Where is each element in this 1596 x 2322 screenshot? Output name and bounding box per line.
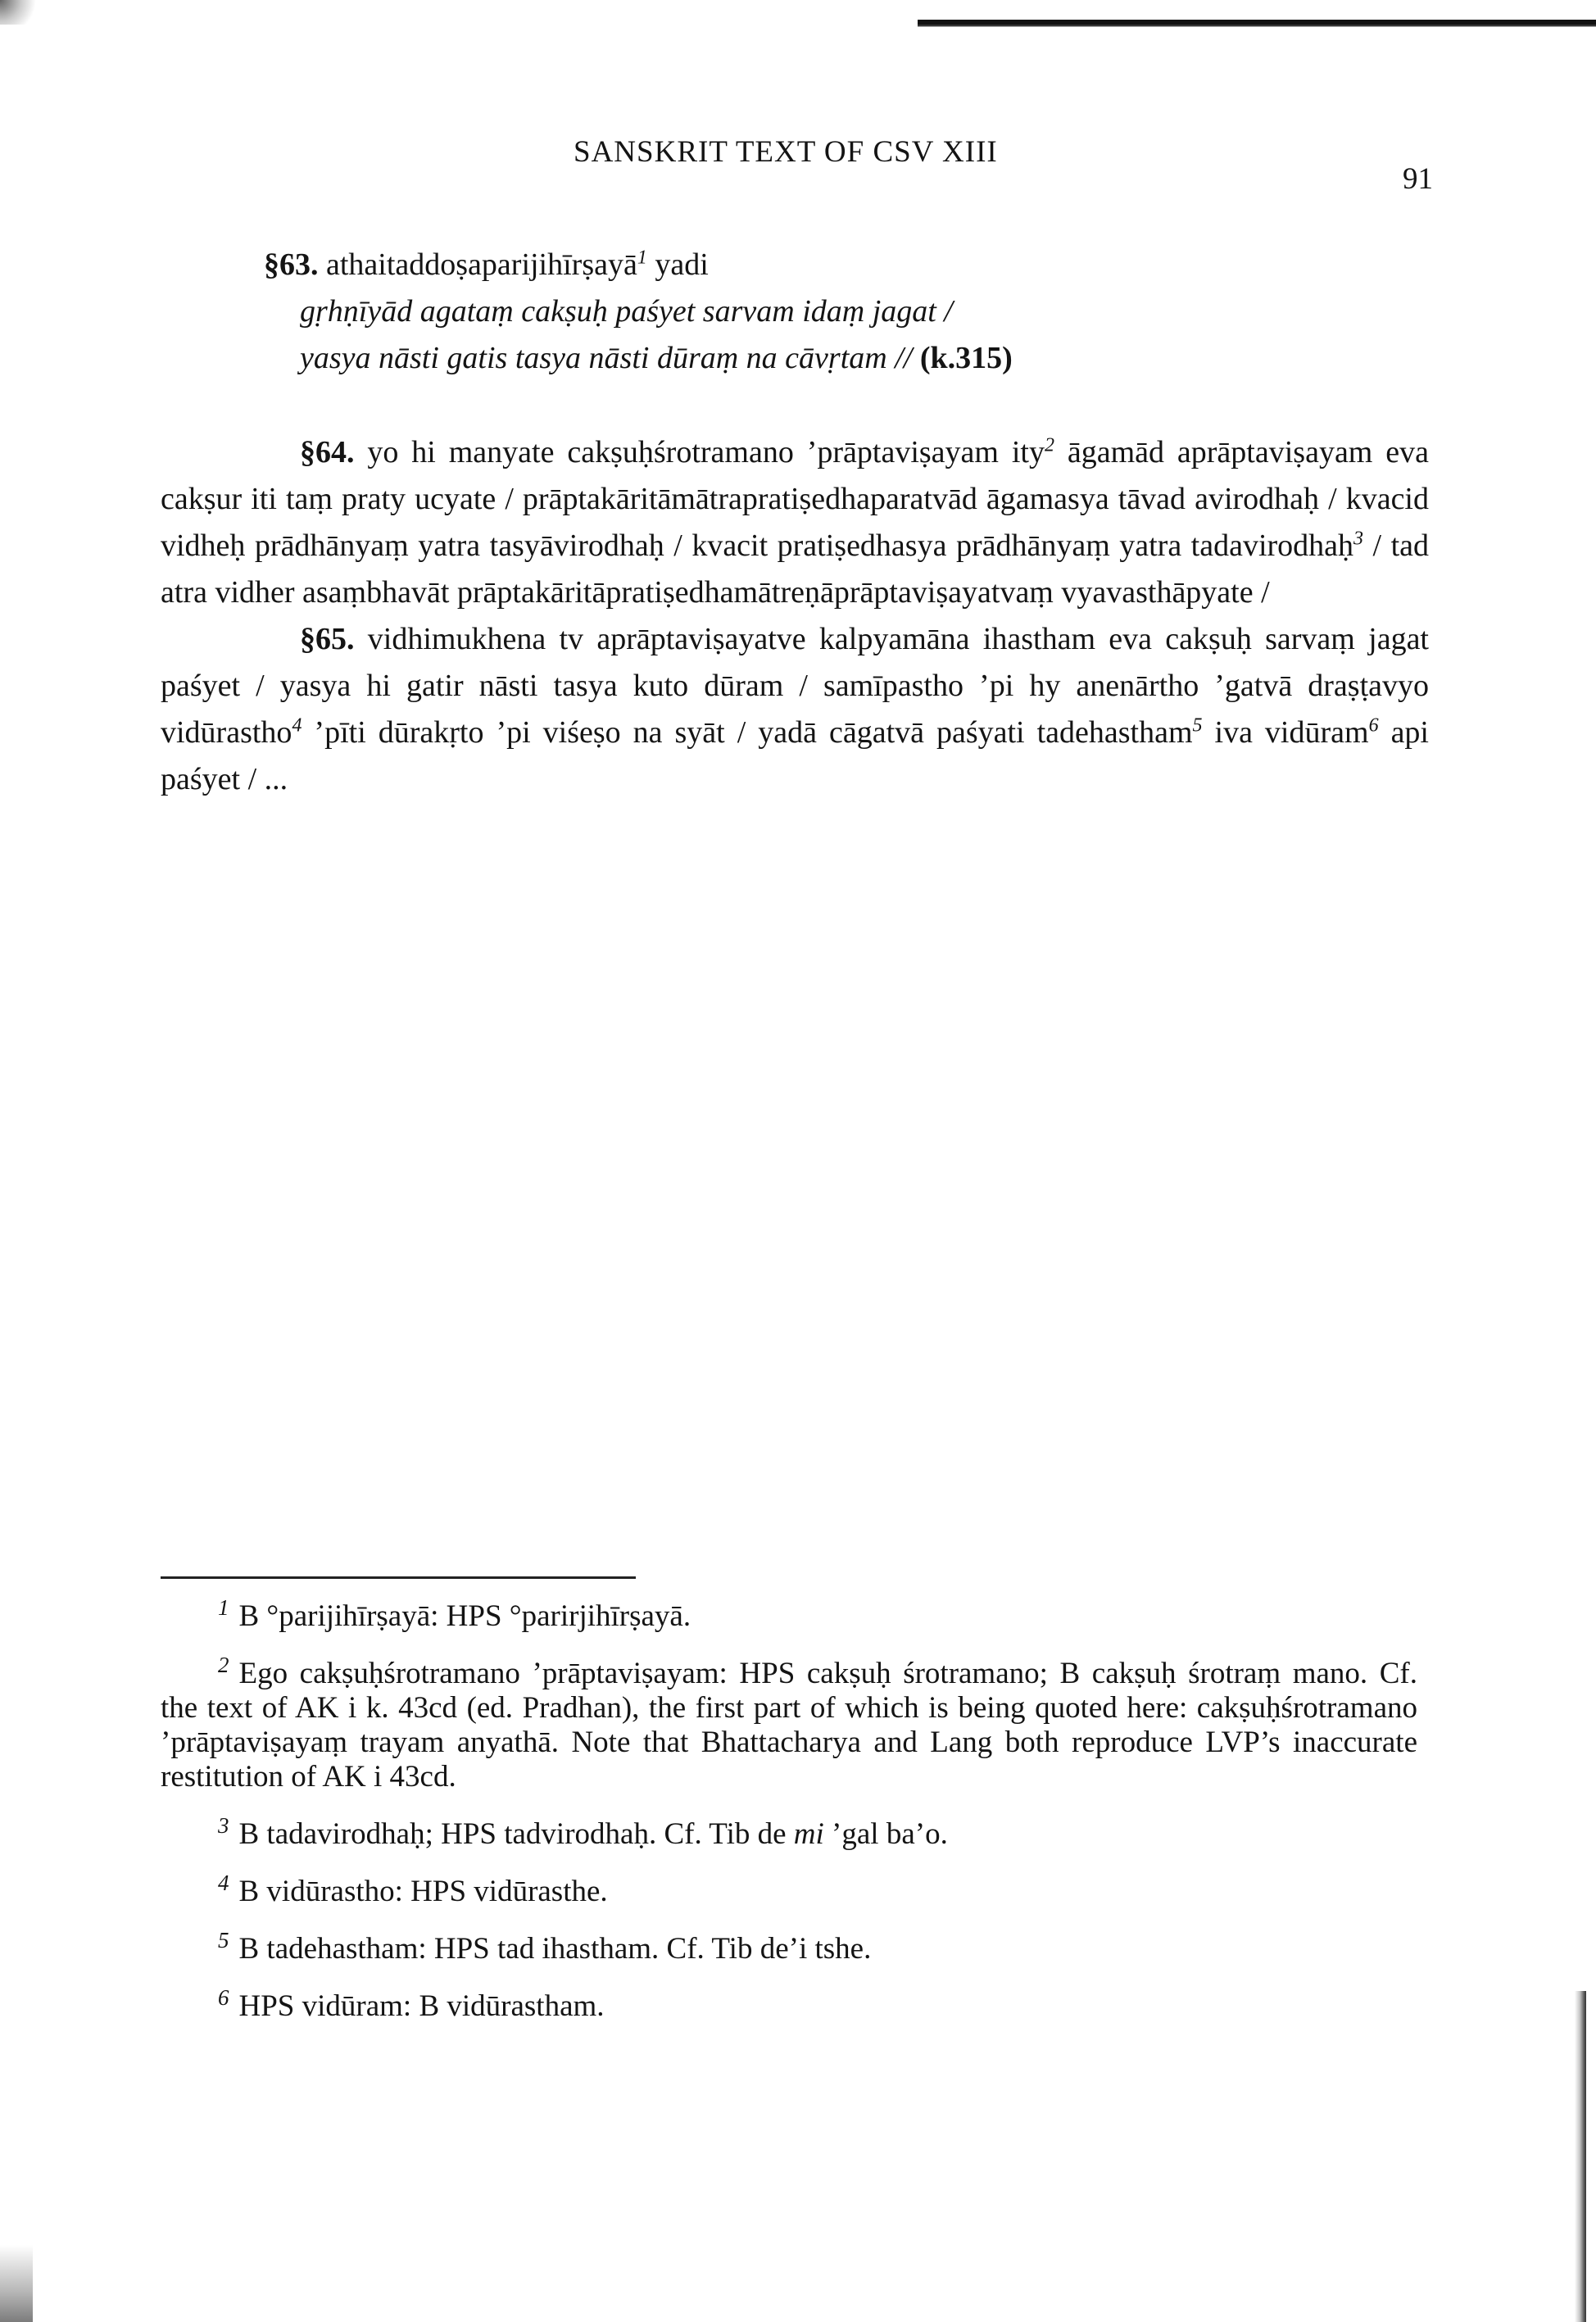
- section-label: §63.: [264, 247, 319, 282]
- section-text: athaitaddoṣaparijihīrṣayā: [326, 247, 637, 282]
- page-number: 91: [1403, 162, 1433, 196]
- footnote-5: [161, 1927, 1417, 1966]
- footnote-text-italic: mi: [793, 1817, 824, 1851]
- footnote-text: B °parijihīrṣayā: HPS °parirjihīrṣayā.: [238, 1599, 691, 1633]
- footnote-text: B tadehastham: HPS tad ihastham. Cf. Tib de’i tshe.: [238, 1932, 872, 1966]
- footnote-divider: [161, 1576, 636, 1579]
- footnote-4: [161, 1870, 1417, 1909]
- footnote-text: ’gal ba’o.: [823, 1817, 948, 1851]
- footnote-2: [161, 1652, 1417, 1794]
- footnote-ref: 6: [1368, 714, 1379, 737]
- footnote-ref: 1: [637, 247, 647, 269]
- scan-top-border-shadow: [918, 25, 1596, 27]
- footnote-number: 3: [218, 1812, 229, 1838]
- section-text: vidhimukhena tv aprāptaviṣayatve kalpyamāna ihastham eva cakṣuḥ sarvaṃ jagat paśyet / yasya hi gatir nāsti tasya kuto dūram / samīpastho ’pi hy anenārtho ’gatvā draṣṭavyo vidūrastho: [161, 622, 1429, 750]
- section-text: api paśyet / ...: [161, 715, 1429, 796]
- section-label: §64.: [300, 435, 355, 469]
- footnote-1: [161, 1594, 1417, 1634]
- section-64: [161, 429, 1429, 616]
- section-text: yadi: [646, 247, 709, 282]
- footnote-ref: 2: [1044, 434, 1054, 456]
- footnote-text: Ego cakṣuḥśrotramano ’prāptaviṣayam: HPS cakṣuḥ śrotramano; B cakṣuḥ śrotraṃ mano. Cf. the text of AK i k. 43cd (ed. Pradhan), the first part of which is being quoted here: cakṣuḥśrotramano ’prāptaviṣayaṃ trayam anyathā. Note that Bhattacharya and Lang both reproduce LVP’s inaccurate restitution of AK i 43cd.: [161, 1657, 1417, 1794]
- footnote-text: B vidūrastho: HPS vidūrasthe.: [238, 1875, 608, 1908]
- section-text: iva vidūram: [1202, 715, 1369, 750]
- footnote-text: B tadavirodhaḥ; HPS tadvirodhaḥ. Cf. Tib de: [238, 1817, 794, 1851]
- footnote-number: 2: [218, 1652, 229, 1677]
- section-63: [161, 242, 1429, 288]
- section-text: āgamād aprāptaviṣayam eva cakṣur iti taṃ praty ucyate / prāptakāritāmātrapratiṣedhaparatvād āgamasya tāvad avirodhaḥ / kvacid vidheḥ prādhānyaṃ yatra tasyāvirodhaḥ / kvacit pratiṣedhasya prādhānyaṃ yatra tadavirodhaḥ: [161, 435, 1429, 563]
- footnote-number: 5: [218, 1927, 229, 1952]
- scan-corner-shadow-bottom: [0, 2245, 33, 2322]
- footnotes: [161, 1594, 1417, 2047]
- footnote-number: 4: [218, 1870, 229, 1895]
- running-head: SANSKRIT TEXT OF CSV XIII: [574, 135, 998, 169]
- section-65: [161, 616, 1429, 803]
- section-label: §65.: [300, 622, 355, 656]
- verse-line-2: [161, 335, 1429, 382]
- footnote-number: 6: [218, 1984, 229, 2010]
- verse-line-1: gṛhṇīyād agataṃ cakṣuḥ paśyet sarvam idaṃ jagat /: [300, 294, 953, 329]
- section-text: ’pīti dūrakṛto ’pi viśeṣo na syāt / yadā cāgatvā paśyati tadehastham: [302, 715, 1193, 750]
- footnote-3: [161, 1812, 1417, 1852]
- section-text: yo hi manyate cakṣuḥśrotramano ’prāptaviṣayam ity: [354, 435, 1045, 469]
- footnote-ref: 5: [1192, 714, 1203, 737]
- footnote-ref: 4: [292, 714, 302, 737]
- main-text: [161, 242, 1429, 803]
- footnote-number: 1: [218, 1594, 229, 1620]
- footnote-text: HPS vidūram: B vidūrastham.: [238, 1989, 605, 2023]
- verse-text: yasya nāsti gatis tasya nāsti dūraṃ na cāvṛtam //: [300, 341, 920, 375]
- scan-corner-shadow: [0, 0, 41, 25]
- footnote-ref: 3: [1353, 528, 1364, 550]
- scan-binding-shadow: [1575, 1991, 1586, 2322]
- footnote-6: [161, 1984, 1417, 2024]
- section-text: / tad atra vidher asaṃbhavāt prāptakāritāpratiṣedhamātreṇāprāptaviṣayatvaṃ vyavasthāpyate /: [161, 528, 1429, 610]
- verse-reference: (k.315): [919, 341, 1013, 375]
